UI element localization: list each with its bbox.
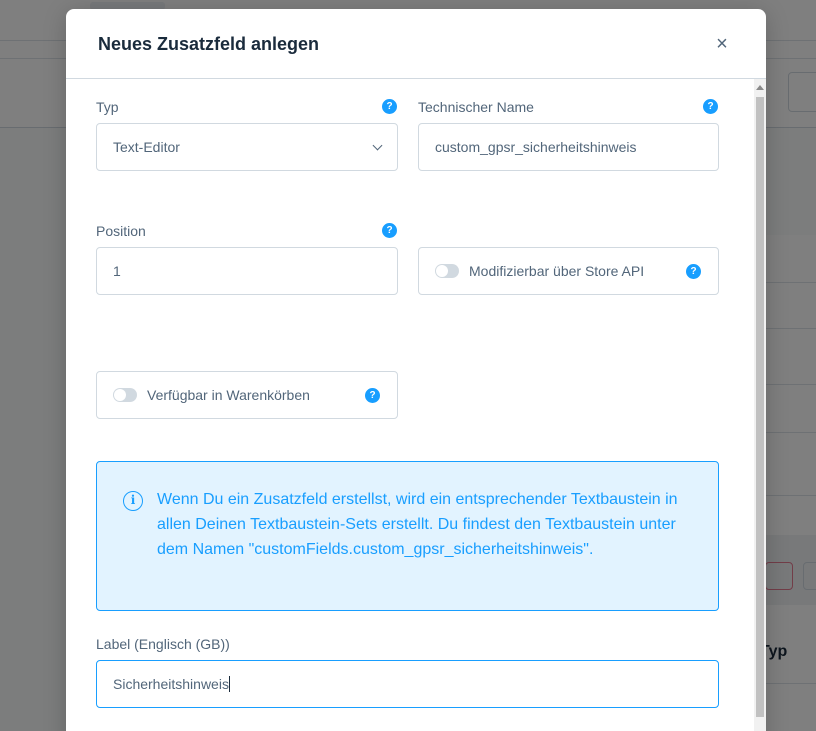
type-label: Typ xyxy=(96,99,119,115)
info-text: Wenn Du ein Zusatzfeld erstellst, wird ein entsprechender Textbaustein in allen Deinen Textbaustein-Sets erstellt. Du findest den Textbaustein unter dem Namen "customFields.custom_gpsr_sicherheitshinweis". xyxy=(157,491,678,558)
scrollbar-thumb[interactable] xyxy=(756,97,764,717)
position-label: Position xyxy=(96,223,146,239)
label-en-value xyxy=(113,676,230,692)
store-api-toggle-field xyxy=(418,247,719,295)
store-api-toggle[interactable] xyxy=(435,264,459,278)
label-en-text: Sicherheitshinweis xyxy=(113,676,229,692)
help-icon[interactable]: ? xyxy=(686,264,701,279)
help-icon[interactable]: ? xyxy=(382,223,397,238)
modal-header xyxy=(66,9,766,79)
technical-name-input[interactable] xyxy=(418,123,719,171)
technical-name-value: custom_gpsr_sicherheitshinweis xyxy=(435,139,637,155)
help-icon[interactable]: ? xyxy=(382,99,397,114)
label-en-input[interactable] xyxy=(96,660,719,708)
toggle-knob xyxy=(436,265,448,277)
help-icon[interactable]: ? xyxy=(365,388,380,403)
modal-scrollbar[interactable] xyxy=(754,79,766,731)
info-alert xyxy=(96,461,719,611)
toggle-knob xyxy=(114,389,126,401)
scroll-up-arrow-icon[interactable] xyxy=(756,85,764,90)
cart-toggle[interactable] xyxy=(113,388,137,402)
create-custom-field-modal xyxy=(66,9,766,731)
type-select[interactable] xyxy=(96,123,398,171)
position-input[interactable] xyxy=(96,247,398,295)
cart-toggle-field xyxy=(96,371,398,419)
label-en-label: Label (Englisch (GB)) xyxy=(96,636,230,652)
modal-title: Neues Zusatzfeld anlegen xyxy=(98,34,320,54)
store-api-label: Modifizierbar über Store API xyxy=(469,263,645,279)
cart-label: Verfügbar in Warenkörben xyxy=(147,387,310,403)
close-icon[interactable]: × xyxy=(716,33,728,55)
help-icon[interactable]: ? xyxy=(703,99,718,114)
technical-name-label: Technischer Name xyxy=(418,99,534,115)
info-icon: i xyxy=(123,491,143,511)
text-caret xyxy=(229,676,230,692)
position-value: 1 xyxy=(113,263,121,279)
type-select-value: Text-Editor xyxy=(113,139,180,155)
chevron-down-icon xyxy=(373,141,383,151)
